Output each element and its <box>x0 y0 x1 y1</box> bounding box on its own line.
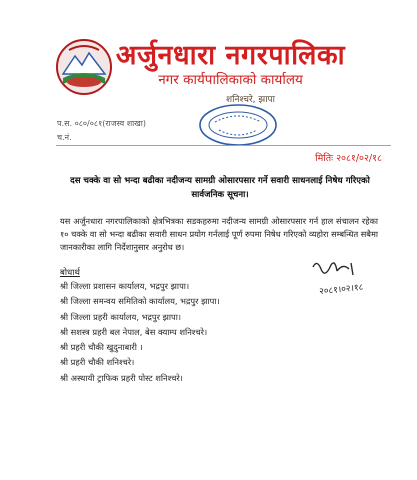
office-stamp-icon <box>195 100 281 150</box>
cc-item: श्री सशस्त्र प्रहरी बल नेपाल, बेस क्याम्प शनिश्चरे। <box>60 326 208 337</box>
signature-date: २०८१।०२।१८ <box>318 282 364 298</box>
letter-number: प.स. ०८०/०८१(राजस्व शाखा) <box>57 119 146 128</box>
dispatch-number: च.नं. <box>57 133 72 142</box>
cc-item: श्री प्रहरी चौकी खुदुनाबारी । <box>60 342 143 353</box>
cc-item: श्री प्रहरी चौकी शनिश्चरे। <box>60 357 135 368</box>
letter-subject: दस चक्के वा सो भन्दा बढीका नदीजन्य सामग्री ओसारपसार गर्ने सवारी साधनलाई निषेध गरिएको सार्वजनिक सूचना। <box>70 176 370 200</box>
cc-item: श्री अस्थायी ट्राफिक प्रहरी पोस्ट शनिश्चरे। <box>60 372 183 383</box>
header-divider <box>56 145 391 146</box>
office-location: शनिश्चरे, झापा <box>226 95 275 105</box>
office-subtitle: नगर कार्यपालिकाको कार्यालय <box>158 72 303 88</box>
letter-date: मितिः २०८१/०२/१८ <box>315 153 382 164</box>
cc-item: श्री जिल्ला समन्वय समितिको कार्यालय, भद्रपुर झापा। <box>60 296 220 307</box>
cc-item: श्री जिल्ला प्रशासन कार्यालय, भद्रपुर झापा। <box>60 281 190 291</box>
cc-heading: बोधार्थ <box>60 268 80 278</box>
cc-item: श्री जिल्ला प्रहरी कार्यालय, भद्रपुर झापा। <box>60 311 182 322</box>
cc-list <box>60 279 220 386</box>
municipality-title: अर्जुनधारा नगरपालिका <box>115 40 346 71</box>
letter-body: यस अर्जुनधारा नगरपालिकाको क्षेत्रभित्रका सडकहरुमा नदीजन्य सामग्री ओसारपसार गर्न हाल संचालन रहेका १० चक्के वा सो भन्दा बढीका सवारी साधन प्रयोग गर्नलाई पूर्ण रुपमा निषेध गरिएको व्यहोरा सम्बन्धित सबैमा जानकारीका लागि निर्देशानुसार अनुरोध छ। <box>60 216 378 253</box>
